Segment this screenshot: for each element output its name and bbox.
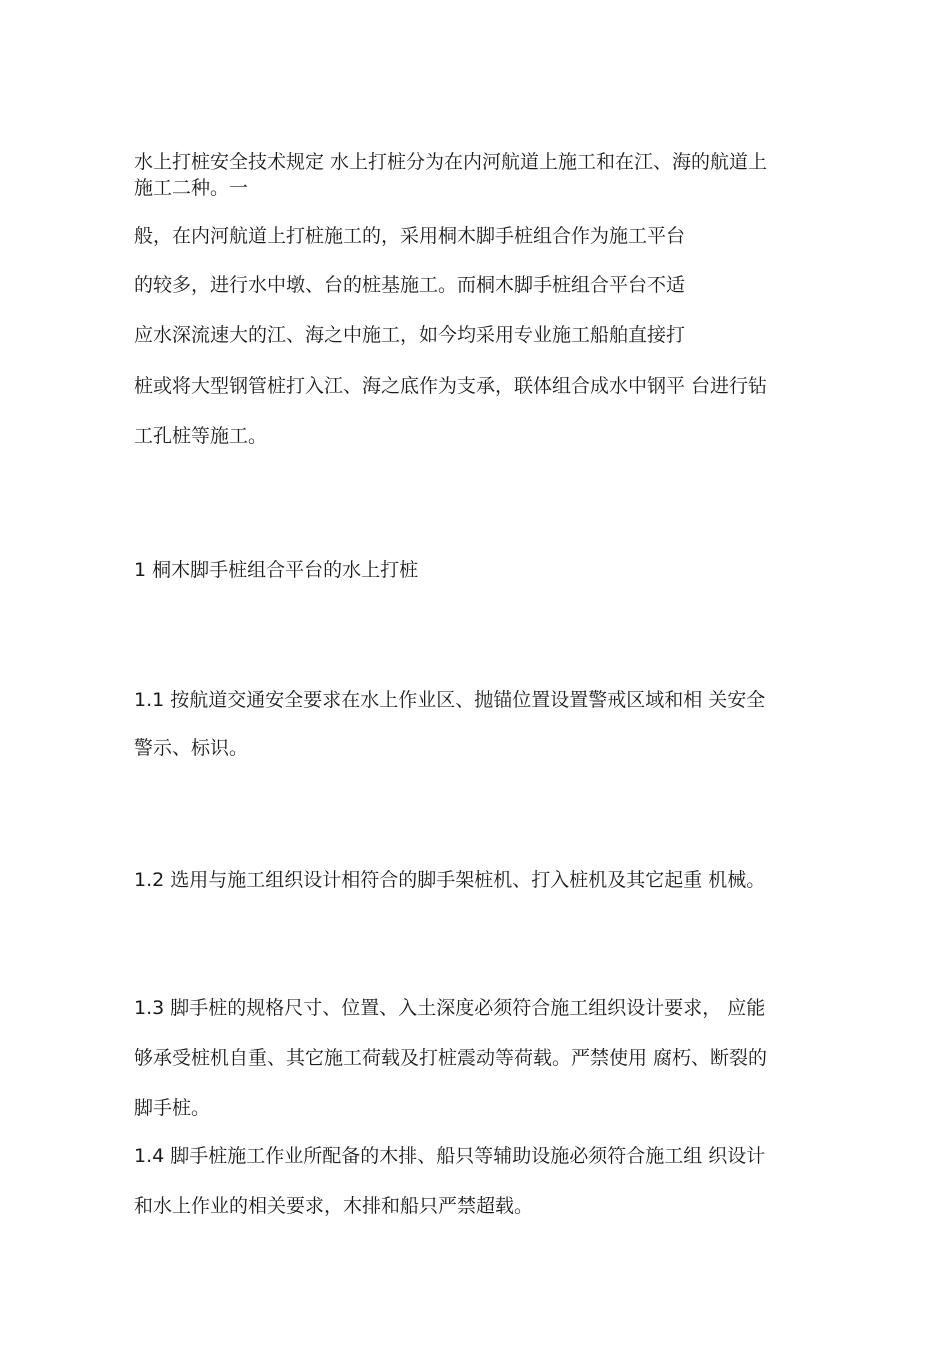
- text-line: 桩或将大型钢管桩打入江、海之底作为支承，联体组合成水中钢平 台进行钻: [134, 375, 768, 397]
- text-line: 脚手桩。: [134, 1097, 211, 1119]
- text-line: 1.4 脚手桩施工作业所配备的木排、船只等辅助设施必须符合施工组 织设计: [134, 1145, 766, 1167]
- text-line: 1.2 选用与施工组织设计相符合的脚手架桩机、打入桩机及其它起重 机械。: [134, 869, 766, 891]
- text-line: 施工二种。一: [134, 177, 249, 199]
- text-line: 的较多，进行水中墩、台的桩基施工。而桐木脚手桩组合平台不适: [134, 274, 686, 296]
- text-line: 水上打桩安全技术规定 水上打桩分为在内河航道上施工和在江、海的航道上: [134, 151, 768, 173]
- text-line: 1.3 脚手桩的规格尺寸、位置、入土深度必须符合施工组织设计要求， 应能: [134, 997, 766, 1019]
- text-line: 应水深流速大的江、海之中施工，如今均采用专业施工船舶直接打: [134, 324, 686, 346]
- text-line: 工孔桩等施工。: [134, 425, 268, 447]
- text-line: 和水上作业的相关要求，木排和船只严禁超载。: [134, 1195, 534, 1217]
- text-line: 般，在内河航道上打桩施工的，采用桐木脚手桩组合作为施工平台: [134, 225, 686, 247]
- text-line: 1.1 按航道交通安全要求在水上作业区、抛锚位置设置警戒区域和相 关安全: [134, 689, 766, 711]
- section-heading: 1 桐木脚手桩组合平台的水上打桩: [134, 559, 419, 581]
- text-line: 警示、标识。: [134, 737, 249, 759]
- text-line: 够承受桩机自重、其它施工荷载及打桩震动等荷载。严禁使用 腐朽、断裂的: [134, 1047, 768, 1069]
